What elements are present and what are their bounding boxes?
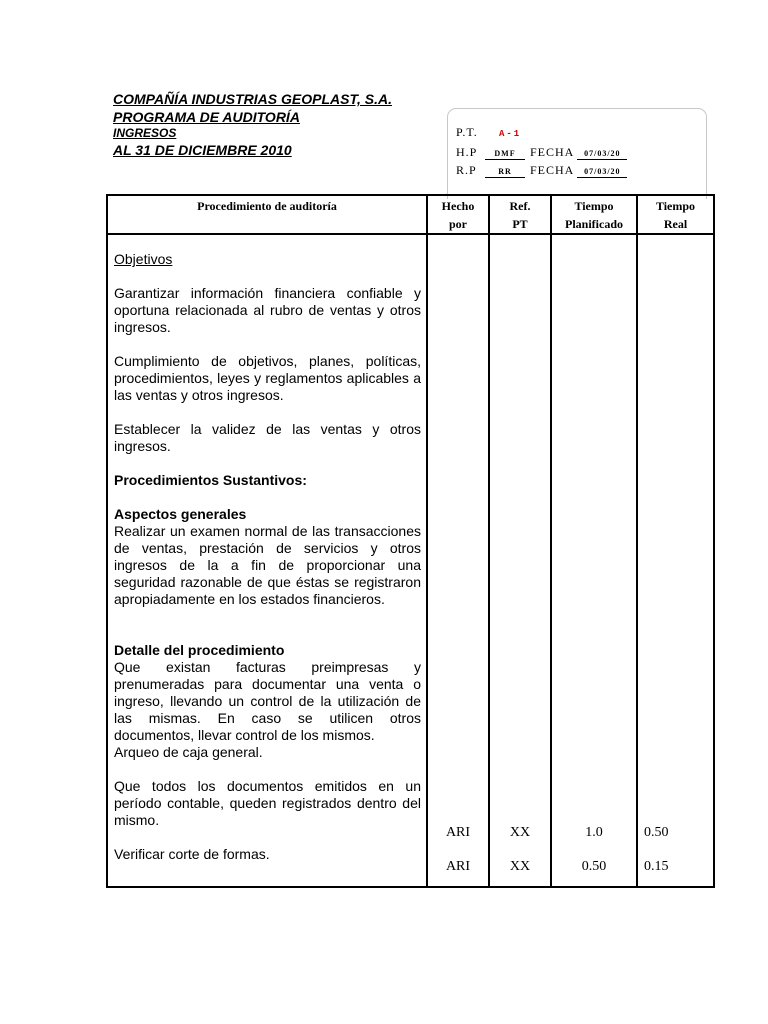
generales-title: Aspectos generales <box>114 506 247 522</box>
pt-value: A-1 <box>499 129 522 139</box>
corte-text: Verificar corte de formas. <box>114 846 270 862</box>
objective-1: Garantizar información financiera confiable y oportuna relacionada al rubro de ventas y otros ingresos. <box>114 285 421 335</box>
row-2-hecho: ARI <box>445 859 471 874</box>
sustantivos-title: Procedimientos Sustantivos: <box>114 472 307 488</box>
header-tiempo-real: Tiempo Real <box>637 195 714 234</box>
hp-label: H.P <box>456 145 478 159</box>
row-1-real: 0.50 <box>644 825 669 840</box>
header-procedure: Procedimiento de auditoría <box>107 195 427 234</box>
hp-row <box>456 145 627 160</box>
row-2-ref: XX <box>509 859 531 874</box>
rp-fecha-label: FECHA <box>530 163 575 177</box>
rp-label: R.P <box>456 163 477 177</box>
header-tiempo-planificado: Tiempo Planificado <box>551 195 637 234</box>
pt-label: P.T. <box>456 125 478 139</box>
area-title: INGRESOS <box>113 126 177 140</box>
program-title: PROGRAMA DE AUDITORÍA <box>113 109 300 125</box>
hp-fecha-label: FECHA <box>530 145 575 159</box>
header-ref-pt: Ref. PT <box>489 195 551 234</box>
tiempo-planificado-cell <box>551 234 637 887</box>
generales-text: Realizar un examen normal de las transacciones de ventas, prestación de servicios y otros ingresos de la a fin de proporcionar una seguridad razonable de que éstas se registraron apropiadamente en los estados financieros. <box>114 523 421 607</box>
hp-fecha-value: 07/03/20 <box>577 149 627 160</box>
row-1-hecho: ARI <box>445 825 471 840</box>
row-2-real: 0.15 <box>644 859 669 874</box>
arqueo-text: Arqueo de caja general. <box>114 744 263 760</box>
period-title: AL 31 DE DICIEMBRE 2010 <box>113 142 292 158</box>
company-name: COMPAÑÍA INDUSTRIAS GEOPLAST, S.A. <box>113 91 392 107</box>
audit-program-table <box>106 194 715 888</box>
row-1-ref: XX <box>509 825 531 840</box>
tiempo-real-cell <box>637 234 714 887</box>
detalle-title: Detalle del procedimiento <box>114 642 285 658</box>
header-hecho-por: Hecho por <box>427 195 489 234</box>
table-body-row <box>107 234 714 887</box>
detalle-text: Que existan facturas preimpresas y prenumeradas para documentar una venta o ingreso, llevando un control de la utilización de las mismas. En caso se utilicen otros documentos, llevar control de los mismos. <box>114 659 421 743</box>
objetivos-title: Objetivos <box>114 251 173 267</box>
objective-2: Cumplimiento de objetivos, planes, políticas, procedimientos, leyes y reglamentos aplicables a las ventas y otros ingresos. <box>114 353 421 403</box>
docs-text: Que todos los documentos emitidos en un período contable, queden registrados dentro del mismo. <box>114 778 421 828</box>
ref-pt-cell <box>489 234 551 887</box>
rp-value: RR <box>485 167 525 178</box>
objective-3: Establecer la validez de las ventas y otros ingresos. <box>114 421 421 454</box>
procedure-cell <box>107 234 427 887</box>
rp-row <box>456 163 627 178</box>
rp-fecha-value: 07/03/20 <box>577 167 627 178</box>
row-1-plan: 1.0 <box>585 825 603 840</box>
hecho-por-cell <box>427 234 489 887</box>
table-header-row <box>107 195 714 234</box>
row-2-plan: 0.50 <box>581 859 607 874</box>
hp-value: DMF <box>485 149 525 160</box>
pt-row <box>456 125 521 140</box>
